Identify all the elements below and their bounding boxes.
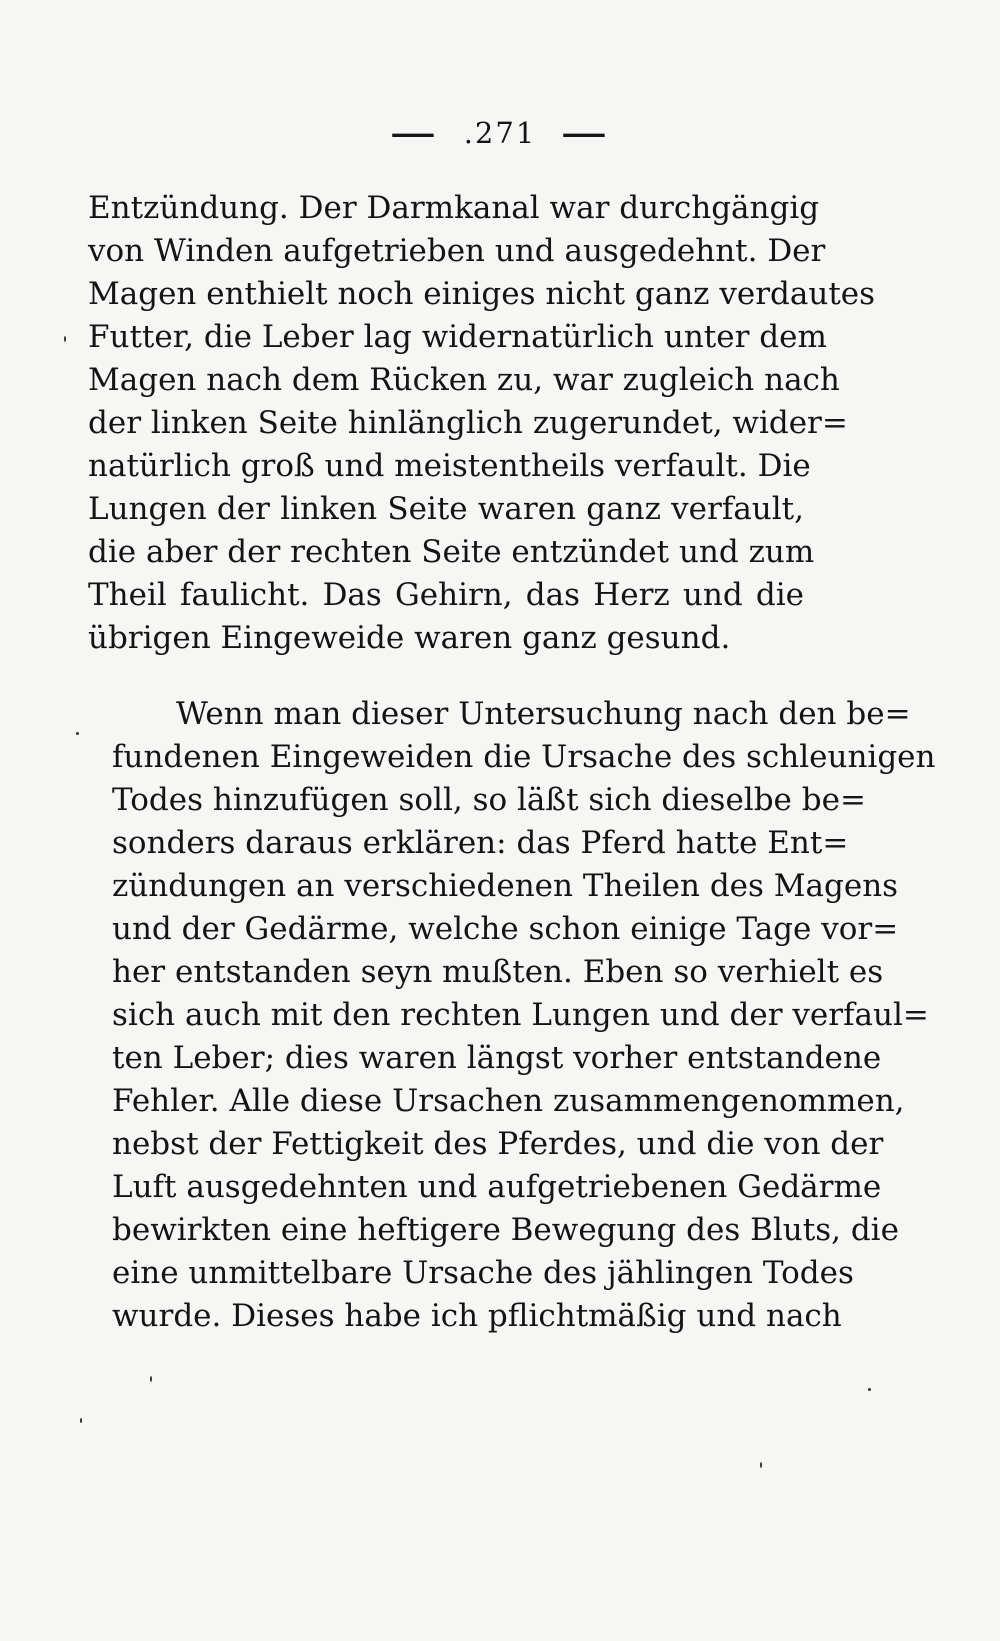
text-line: nebst der Fettigkeit des Pferdes, und die von der xyxy=(112,1126,884,1162)
text-line: Theil faulicht. Das Gehirn, das Herz und die xyxy=(88,577,804,613)
text-line: übrigen Eingeweide waren ganz gesund. xyxy=(88,620,731,656)
text-line: Magen nach dem Rücken zu, war zugleich nach xyxy=(88,362,840,398)
text-line: fundenen Eingeweiden die Ursache des schleunigen xyxy=(112,739,936,775)
ink-speck xyxy=(76,732,79,735)
header-right-rule: — xyxy=(560,116,610,150)
text-line: Luft ausgedehnten und aufgetriebenen Gedärme xyxy=(112,1169,882,1205)
ink-speck xyxy=(64,336,66,342)
text-line: Todes hinzufügen soll, so läßt sich dieselbe be= xyxy=(112,782,866,818)
text-line: zündungen an verschiedenen Theilen des Magens xyxy=(112,868,899,904)
ink-speck xyxy=(868,1388,871,1391)
ink-speck xyxy=(760,1462,762,1468)
ink-speck xyxy=(80,1418,82,1423)
text-line: Lungen der linken Seite waren ganz verfault, xyxy=(88,491,804,527)
text-line: der linken Seite hinlänglich zugerundet, wider= xyxy=(88,405,848,441)
ink-speck xyxy=(150,1376,152,1382)
page-number: .271 xyxy=(463,116,537,150)
text-line: sonders daraus erklären: das Pferd hatte Ent= xyxy=(112,825,849,861)
text-line: Futter, die Leber lag widernatürlich unter dem xyxy=(88,319,827,355)
text-line: eine unmittelbare Ursache des jählingen Todes xyxy=(112,1255,854,1291)
text-line: und der Gedärme, welche schon einige Tage vor= xyxy=(112,911,899,947)
text-line: von Winden aufgetrieben und ausgedehnt. Der xyxy=(88,233,826,269)
text-line: ten Leber; dies waren längst vorher entstandene xyxy=(112,1040,882,1076)
text-line: her entstanden seyn mußten. Eben so verhielt es xyxy=(112,954,884,990)
text-line: bewirkten eine heftigere Bewegung des Bluts, die xyxy=(112,1212,899,1248)
text-line: natürlich groß und meistentheils verfault. Die xyxy=(88,448,811,484)
text-line: Magen enthielt noch einiges nicht ganz verdautes xyxy=(88,276,876,312)
text-line: wurde. Dieses habe ich pflichtmäßig und nach xyxy=(112,1298,842,1334)
text-line: sich auch mit den rechten Lungen und der verfaul= xyxy=(112,997,929,1033)
text-line: Fehler. Alle diese Ursachen zusammengenommen, xyxy=(112,1083,905,1119)
page-header xyxy=(0,116,1000,150)
text-line: Entzündung. Der Darmkanal war durchgängig xyxy=(88,190,820,226)
text-line: die aber der rechten Seite entzündet und zum xyxy=(88,534,815,570)
header-left-rule: — xyxy=(390,116,440,150)
text-line: Wenn man dieser Untersuchung nach den be= xyxy=(176,696,911,732)
